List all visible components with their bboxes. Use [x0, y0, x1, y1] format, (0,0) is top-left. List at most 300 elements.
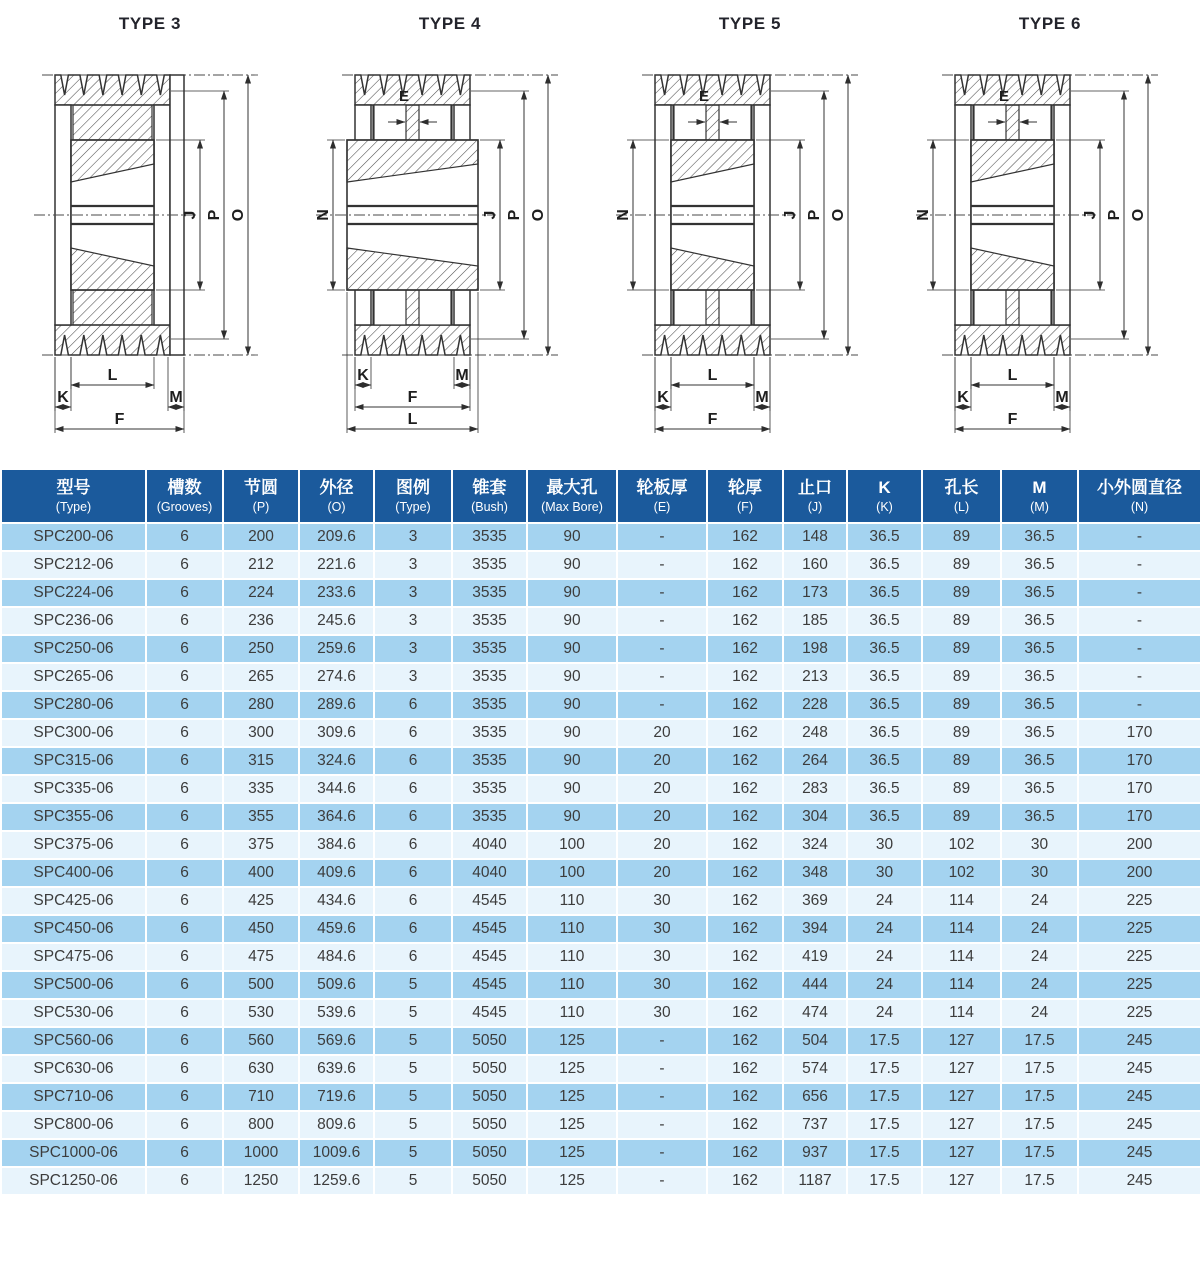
table-cell: 5: [375, 972, 451, 998]
table-cell: SPC800-06: [2, 1112, 145, 1138]
table-cell: -: [1079, 552, 1200, 578]
table-cell: 170: [1079, 720, 1200, 746]
table-cell: 30: [848, 860, 921, 886]
table-cell: 225: [1079, 1000, 1200, 1026]
table-cell: SPC560-06: [2, 1028, 145, 1054]
table-cell: 36.5: [848, 524, 921, 550]
table-cell: 6: [375, 832, 451, 858]
table-cell: 369: [784, 888, 846, 914]
table-cell: 245: [1079, 1168, 1200, 1194]
table-row: [2, 1140, 1200, 1166]
table-cell: 5: [375, 1168, 451, 1194]
table-cell: 17.5: [1002, 1028, 1077, 1054]
table-cell: 6: [375, 804, 451, 830]
table-cell: 6: [147, 972, 222, 998]
table-cell: 1009.6: [300, 1140, 373, 1166]
column-header-cn: 小外圆直径: [1097, 478, 1182, 497]
table-cell: 17.5: [1002, 1140, 1077, 1166]
table-cell: 574: [784, 1056, 846, 1082]
table-cell: 24: [848, 944, 921, 970]
table-cell: -: [618, 1084, 706, 1110]
table-cell: 409.6: [300, 860, 373, 886]
table-cell: 3: [375, 636, 451, 662]
table-cell: 710: [224, 1084, 298, 1110]
table-cell: 89: [923, 552, 1000, 578]
table-cell: -: [618, 692, 706, 718]
table-cell: 4040: [453, 832, 526, 858]
table-cell: 125: [528, 1084, 616, 1110]
table-row: [2, 776, 1200, 802]
table-cell: 36.5: [1002, 692, 1077, 718]
svg-text:N: N: [915, 209, 932, 221]
column-header-cn: 节圆: [244, 478, 278, 497]
table-cell: 102: [923, 832, 1000, 858]
table-cell: SPC300-06: [2, 720, 145, 746]
table-cell: 110: [528, 944, 616, 970]
table-cell: 289.6: [300, 692, 373, 718]
svg-text:F: F: [1007, 411, 1018, 428]
table-cell: 3535: [453, 720, 526, 746]
table-cell: SPC500-06: [2, 972, 145, 998]
column-header: [147, 470, 222, 522]
table-cell: 90: [528, 608, 616, 634]
column-header-en: (E): [653, 499, 671, 514]
table-cell: 509.6: [300, 972, 373, 998]
table-row: [2, 1084, 1200, 1110]
table-row: [2, 1000, 1200, 1026]
table-cell: -: [618, 1168, 706, 1194]
table-row: [2, 1028, 1200, 1054]
table-cell: 17.5: [848, 1140, 921, 1166]
table-cell: 90: [528, 524, 616, 550]
table-cell: 162: [708, 1140, 782, 1166]
column-header-cn: 最大孔: [546, 478, 598, 497]
table-cell: -: [1079, 580, 1200, 606]
table-cell: 6: [147, 1056, 222, 1082]
table-cell: -: [618, 1056, 706, 1082]
table-cell: 1250: [224, 1168, 298, 1194]
svg-text:M: M: [1055, 389, 1069, 406]
table-cell: 127: [923, 1168, 1000, 1194]
table-cell: 4545: [453, 888, 526, 914]
table-cell: 127: [923, 1028, 1000, 1054]
table-cell: 315: [224, 748, 298, 774]
table-cell: -: [1079, 524, 1200, 550]
column-header-cn: 轮板厚: [636, 478, 688, 497]
svg-text:L: L: [1007, 367, 1018, 384]
table-cell: 1000: [224, 1140, 298, 1166]
pulley-cross-section-type-6-image: [900, 0, 1200, 458]
drawing-title-type-5: TYPE 5: [718, 14, 782, 33]
table-cell: SPC335-06: [2, 776, 145, 802]
table-cell: 30: [618, 1000, 706, 1026]
table-cell: 6: [147, 832, 222, 858]
column-header: [618, 470, 706, 522]
table-cell: 114: [923, 888, 1000, 914]
table-cell: 110: [528, 972, 616, 998]
table-cell: 209.6: [300, 524, 373, 550]
table-cell: 17.5: [848, 1112, 921, 1138]
table-cell: 36.5: [848, 720, 921, 746]
table-cell: -: [618, 608, 706, 634]
svg-text:O: O: [830, 208, 847, 222]
table-cell: 5: [375, 1028, 451, 1054]
column-header: [2, 470, 145, 522]
pulley-cross-section-type-5-image: [600, 0, 900, 458]
table-cell: 24: [1002, 916, 1077, 942]
table-cell: 110: [528, 916, 616, 942]
table-cell: 6: [147, 804, 222, 830]
table-cell: 36.5: [848, 692, 921, 718]
table-cell: 335: [224, 776, 298, 802]
table-cell: SPC315-06: [2, 748, 145, 774]
table-cell: 100: [528, 860, 616, 886]
table-cell: 630: [224, 1056, 298, 1082]
table-cell: 500: [224, 972, 298, 998]
table-cell: 20: [618, 776, 706, 802]
column-header-cn: 外径: [319, 478, 354, 497]
table-cell: 20: [618, 804, 706, 830]
table-cell: 185: [784, 608, 846, 634]
table-cell: 36.5: [1002, 552, 1077, 578]
table-cell: 6: [375, 720, 451, 746]
table-cell: 6: [375, 692, 451, 718]
table-cell: 5: [375, 1084, 451, 1110]
table-cell: 24: [1002, 888, 1077, 914]
table-cell: 475: [224, 944, 298, 970]
table-cell: 3535: [453, 804, 526, 830]
table-cell: 125: [528, 1168, 616, 1194]
table-cell: 162: [708, 832, 782, 858]
svg-text:P: P: [206, 209, 223, 221]
table-cell: 384.6: [300, 832, 373, 858]
technical-drawings: [0, 0, 1200, 458]
table-cell: SPC425-06: [2, 888, 145, 914]
table-cell: 245: [1079, 1112, 1200, 1138]
table-cell: 162: [708, 692, 782, 718]
svg-text:K: K: [357, 367, 369, 384]
table-cell: 36.5: [848, 636, 921, 662]
table-cell: 304: [784, 804, 846, 830]
table-cell: 162: [708, 608, 782, 634]
column-header-cn: 锥套: [472, 478, 507, 497]
svg-text:N: N: [615, 209, 632, 221]
table-cell: 200: [1079, 832, 1200, 858]
table-row: [2, 692, 1200, 718]
table-cell: 162: [708, 972, 782, 998]
column-header-en: (F): [737, 499, 753, 514]
table-cell: 36.5: [848, 552, 921, 578]
table-cell: 245: [1079, 1028, 1200, 1054]
table-cell: 236: [224, 608, 298, 634]
table-cell: 162: [708, 1000, 782, 1026]
table-cell: 4545: [453, 972, 526, 998]
table-row: [2, 552, 1200, 578]
drawing-type-3: [0, 0, 300, 458]
table-row: [2, 944, 1200, 970]
table-cell: 6: [147, 636, 222, 662]
table-cell: SPC250-06: [2, 636, 145, 662]
table-cell: 6: [147, 944, 222, 970]
svg-text:J: J: [182, 210, 199, 220]
table-cell: 198: [784, 636, 846, 662]
table-cell: 3: [375, 664, 451, 690]
table-cell: 5050: [453, 1084, 526, 1110]
table-cell: 125: [528, 1140, 616, 1166]
table-cell: 162: [708, 1168, 782, 1194]
table-cell: SPC375-06: [2, 832, 145, 858]
table-cell: 4040: [453, 860, 526, 886]
column-header-cn: 孔长: [944, 478, 979, 497]
table-cell: 36.5: [1002, 636, 1077, 662]
table-cell: 6: [147, 552, 222, 578]
table-cell: 394: [784, 916, 846, 942]
table-cell: 6: [147, 916, 222, 942]
table-cell: 30: [618, 944, 706, 970]
column-header: [1079, 470, 1200, 522]
table-row: [2, 720, 1200, 746]
table-cell: SPC355-06: [2, 804, 145, 830]
table-cell: 3535: [453, 608, 526, 634]
table-cell: 17.5: [848, 1168, 921, 1194]
table-cell: 474: [784, 1000, 846, 1026]
svg-text:K: K: [657, 389, 669, 406]
table-cell: 6: [147, 776, 222, 802]
table-cell: 36.5: [1002, 524, 1077, 550]
table-cell: 89: [923, 804, 1000, 830]
table-cell: 6: [147, 1168, 222, 1194]
table-row: [2, 972, 1200, 998]
table-row: [2, 860, 1200, 886]
table-cell: 324: [784, 832, 846, 858]
table-cell: SPC280-06: [2, 692, 145, 718]
table-cell: 6: [375, 776, 451, 802]
table-cell: 89: [923, 524, 1000, 550]
svg-text:P: P: [1106, 209, 1123, 221]
table-cell: 127: [923, 1084, 1000, 1110]
column-header: [453, 470, 526, 522]
table-cell: 809.6: [300, 1112, 373, 1138]
table-row: [2, 748, 1200, 774]
column-header-en: (Type): [395, 499, 431, 514]
table-cell: 6: [147, 664, 222, 690]
svg-text:J: J: [1082, 210, 1099, 220]
table-cell: 309.6: [300, 720, 373, 746]
table-cell: 110: [528, 888, 616, 914]
table-cell: 127: [923, 1112, 1000, 1138]
table-cell: -: [618, 1140, 706, 1166]
table-cell: 24: [848, 1000, 921, 1026]
table-cell: 30: [1002, 832, 1077, 858]
table-cell: -: [618, 1028, 706, 1054]
table-cell: 280: [224, 692, 298, 718]
table-cell: 264: [784, 748, 846, 774]
table-row: [2, 664, 1200, 690]
table-cell: 90: [528, 720, 616, 746]
table-cell: 30: [848, 832, 921, 858]
drawing-title-type-3: TYPE 3: [118, 14, 182, 33]
table-cell: SPC630-06: [2, 1056, 145, 1082]
table-cell: 569.6: [300, 1028, 373, 1054]
table-cell: 324.6: [300, 748, 373, 774]
table-cell: 17.5: [1002, 1056, 1077, 1082]
table-cell: 114: [923, 972, 1000, 998]
table-cell: 425: [224, 888, 298, 914]
table-cell: 90: [528, 804, 616, 830]
table-cell: 36.5: [1002, 664, 1077, 690]
column-header-en: (M): [1030, 499, 1049, 514]
table-cell: 30: [618, 916, 706, 942]
table-cell: 90: [528, 636, 616, 662]
column-header: [300, 470, 373, 522]
table-cell: 459.6: [300, 916, 373, 942]
table-cell: 17.5: [848, 1056, 921, 1082]
table-cell: 200: [1079, 860, 1200, 886]
table-cell: 114: [923, 944, 1000, 970]
table-cell: 300: [224, 720, 298, 746]
column-header-en: (Grooves): [156, 499, 213, 514]
table-cell: 89: [923, 720, 1000, 746]
table-cell: 3535: [453, 580, 526, 606]
table-cell: 4545: [453, 1000, 526, 1026]
table-cell: 100: [528, 832, 616, 858]
table-cell: 6: [375, 860, 451, 886]
table-cell: SPC200-06: [2, 524, 145, 550]
table-cell: 125: [528, 1028, 616, 1054]
table-cell: 355: [224, 804, 298, 830]
table-cell: 245.6: [300, 608, 373, 634]
table-row: [2, 580, 1200, 606]
spec-table-body: [2, 524, 1200, 1194]
column-header: [224, 470, 298, 522]
table-cell: 36.5: [1002, 580, 1077, 606]
table-cell: 530: [224, 1000, 298, 1026]
table-cell: 450: [224, 916, 298, 942]
table-cell: -: [1079, 636, 1200, 662]
table-cell: 162: [708, 1084, 782, 1110]
table-cell: 224: [224, 580, 298, 606]
table-cell: 5050: [453, 1112, 526, 1138]
table-row: [2, 608, 1200, 634]
svg-text:L: L: [107, 367, 118, 384]
table-cell: 6: [147, 1112, 222, 1138]
table-cell: 5050: [453, 1056, 526, 1082]
table-cell: SPC265-06: [2, 664, 145, 690]
svg-text:F: F: [114, 411, 125, 428]
table-cell: -: [618, 636, 706, 662]
table-cell: 719.6: [300, 1084, 373, 1110]
table-cell: 89: [923, 748, 1000, 774]
column-header-cn: K: [878, 478, 891, 497]
table-cell: 110: [528, 1000, 616, 1026]
table-cell: 30: [618, 888, 706, 914]
table-cell: 24: [1002, 972, 1077, 998]
table-cell: 89: [923, 692, 1000, 718]
table-row: [2, 1168, 1200, 1194]
table-cell: 170: [1079, 804, 1200, 830]
svg-text:M: M: [755, 389, 769, 406]
table-cell: 213: [784, 664, 846, 690]
table-cell: 162: [708, 636, 782, 662]
table-cell: 484.6: [300, 944, 373, 970]
table-cell: 6: [147, 888, 222, 914]
table-cell: 245: [1079, 1084, 1200, 1110]
table-cell: 170: [1079, 776, 1200, 802]
table-cell: 170: [1079, 748, 1200, 774]
table-cell: 225: [1079, 972, 1200, 998]
table-cell: 375: [224, 832, 298, 858]
table-cell: 6: [375, 748, 451, 774]
table-cell: 245: [1079, 1140, 1200, 1166]
column-header: [1002, 470, 1077, 522]
table-cell: SPC224-06: [2, 580, 145, 606]
table-cell: 162: [708, 748, 782, 774]
table-row: [2, 832, 1200, 858]
pulley-cross-section-type-3-image: [0, 0, 300, 458]
table-cell: 30: [618, 972, 706, 998]
table-cell: 5: [375, 1000, 451, 1026]
table-cell: 6: [375, 944, 451, 970]
table-cell: 127: [923, 1056, 1000, 1082]
table-cell: 221.6: [300, 552, 373, 578]
table-cell: 274.6: [300, 664, 373, 690]
spec-table: [0, 468, 1200, 1196]
table-cell: 344.6: [300, 776, 373, 802]
svg-text:K: K: [57, 389, 69, 406]
table-cell: 162: [708, 888, 782, 914]
table-cell: 6: [147, 608, 222, 634]
table-cell: -: [618, 580, 706, 606]
table-cell: 245: [1079, 1056, 1200, 1082]
table-cell: 162: [708, 1028, 782, 1054]
table-cell: 17.5: [848, 1028, 921, 1054]
column-header-en: (Bush): [471, 499, 508, 514]
table-cell: 3535: [453, 664, 526, 690]
column-header-cn: 止口: [798, 478, 832, 497]
table-cell: SPC450-06: [2, 916, 145, 942]
table-cell: -: [618, 1112, 706, 1138]
table-cell: 24: [848, 972, 921, 998]
table-cell: 6: [147, 720, 222, 746]
column-header-en: (O): [327, 499, 346, 514]
svg-text:P: P: [806, 209, 823, 221]
table-cell: 6: [147, 524, 222, 550]
table-cell: 5050: [453, 1028, 526, 1054]
table-cell: 250: [224, 636, 298, 662]
column-header-en: (P): [252, 499, 270, 514]
table-cell: 3: [375, 524, 451, 550]
table-cell: 504: [784, 1028, 846, 1054]
table-cell: 127: [923, 1140, 1000, 1166]
table-row: [2, 888, 1200, 914]
svg-text:K: K: [957, 389, 969, 406]
table-cell: 89: [923, 636, 1000, 662]
table-cell: 125: [528, 1056, 616, 1082]
pulley-cross-section-type-4-image: [300, 0, 600, 458]
table-cell: 434.6: [300, 888, 373, 914]
svg-text:P: P: [506, 209, 523, 221]
table-cell: 24: [848, 916, 921, 942]
table-cell: 30: [1002, 860, 1077, 886]
table-cell: 6: [147, 692, 222, 718]
table-cell: 90: [528, 664, 616, 690]
table-cell: 90: [528, 692, 616, 718]
table-cell: 200: [224, 524, 298, 550]
svg-text:O: O: [1130, 208, 1147, 222]
table-cell: 1259.6: [300, 1168, 373, 1194]
table-cell: 24: [848, 888, 921, 914]
table-cell: 937: [784, 1140, 846, 1166]
